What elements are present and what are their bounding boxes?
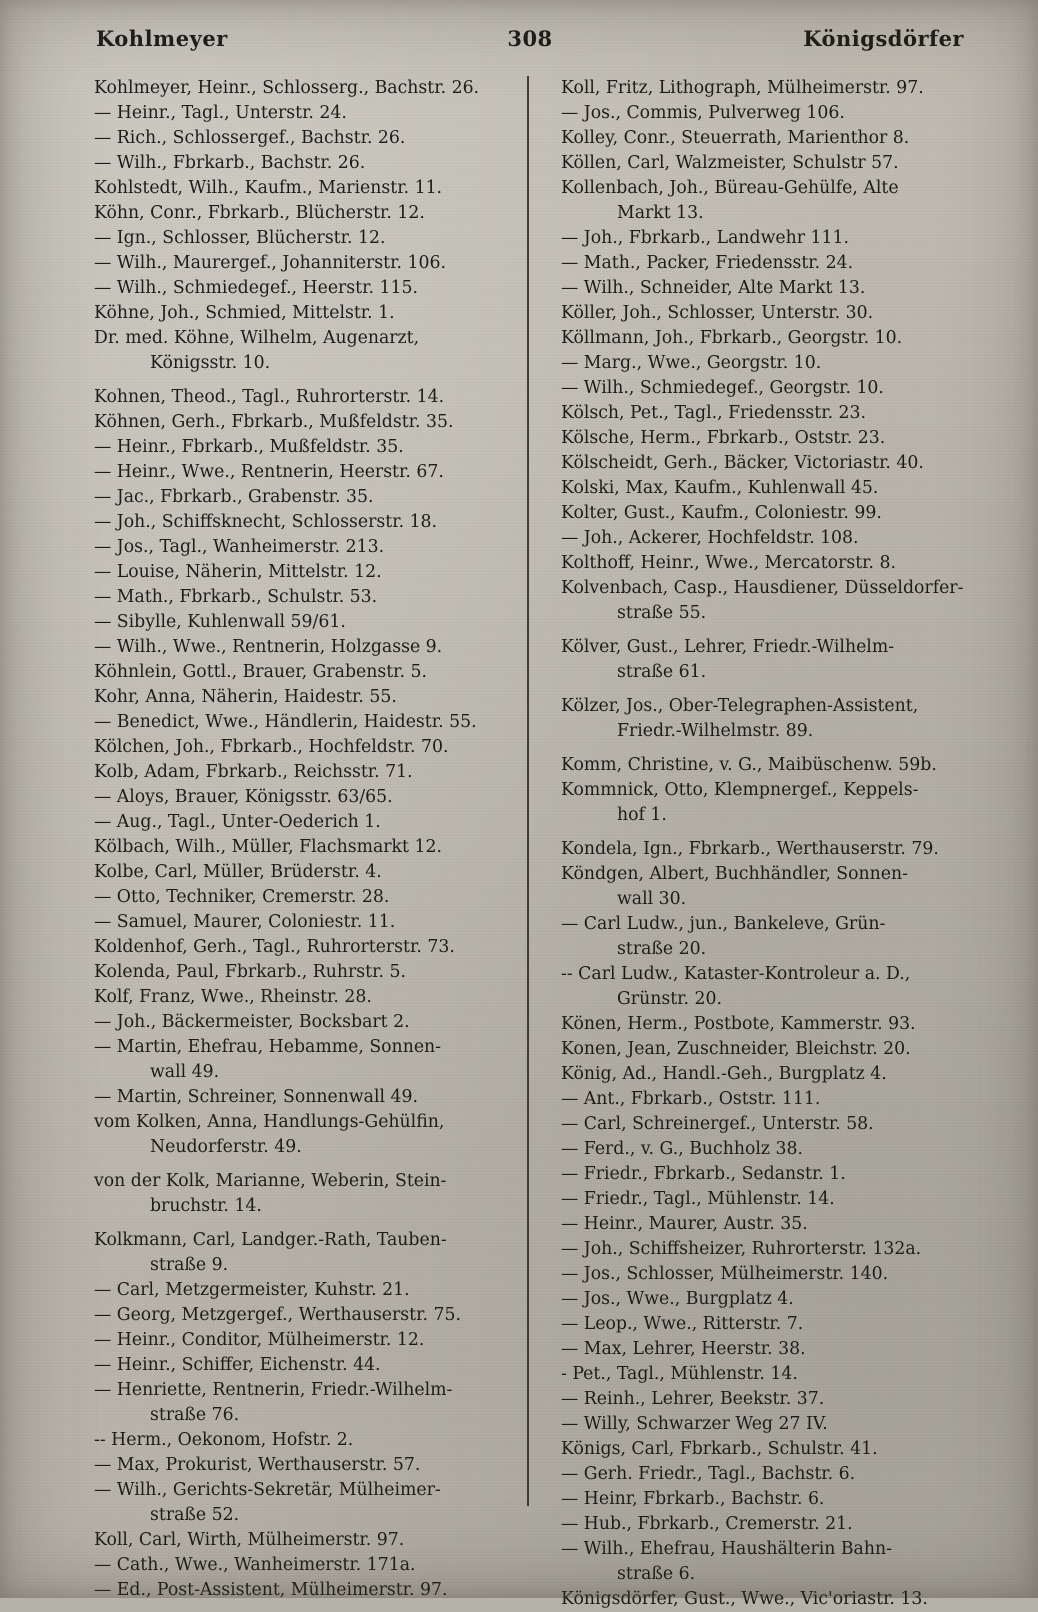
entry-line: — Jos., Tagl., Wanheimerstr. 213. [94,537,385,557]
directory-entry [94,226,507,251]
entry-line: — Marg., Wwe., Georgstr. 10. [561,353,822,373]
entry-line: — Heinr, Fbrkarb., Bachstr. 6. [561,1489,825,1509]
entry-continuation-line: Markt 13. [617,203,704,223]
directory-entry [94,560,507,585]
directory-entry [561,1262,974,1287]
directory-entry [561,1037,974,1062]
directory-entry [561,276,974,301]
entry-line: Kölsch, Pet., Tagl., Friedensstr. 23. [561,403,867,423]
directory-entry [561,1362,974,1387]
directory-entry [561,778,974,828]
directory-entry [561,635,974,685]
directory-entry [94,176,507,201]
entry-line: Koll, Fritz, Lithograph, Mülheimerstr. 97. [561,78,924,98]
directory-entry [94,685,507,710]
directory-entry [94,610,507,635]
directory-entry [561,1062,974,1087]
entry-line: -- Herm., Oekonom, Hofstr. 2. [94,1430,354,1450]
directory-entry [561,1187,974,1212]
directory-entry [561,1137,974,1162]
entry-line: Kohr, Anna, Näherin, Haidestr. 55. [94,687,397,707]
entry-line: — Math., Fbrkarb., Schulstr. 53. [94,587,378,607]
entry-continuation-line: hof 1. [617,805,667,825]
entry-line: Konen, Jean, Zuschneider, Bleichstr. 20. [561,1039,911,1059]
directory-entry [561,426,974,451]
entry-line: — Samuel, Maurer, Coloniestr. 11. [94,912,396,932]
directory-entry [561,551,974,576]
directory-entry [561,1412,974,1437]
directory-entry [561,1087,974,1112]
entry-line: Kolenda, Paul, Fbrkarb., Ruhrstr. 5. [94,962,406,982]
entry-line: Koldenhof, Gerh., Tagl., Ruhrorterstr. 73. [94,937,455,957]
directory-entry [561,76,974,101]
entry-line: -- Carl Ludw., Kataster-Kontroleur a. D., [561,964,911,984]
entry-line: — Gerh. Friedr., Tagl., Bachstr. 6. [561,1464,856,1484]
page-header [96,26,964,60]
entry-line: Köhnen, Gerh., Fbrkarb., Mußfeldstr. 35. [94,412,454,432]
directory-entry [94,276,507,301]
directory-entry [561,1287,974,1312]
entry-line: — Heinr., Fbrkarb., Mußfeldstr. 35. [94,437,404,457]
directory-entry [94,435,507,460]
entry-spacer [561,828,974,837]
directory-entry [561,1162,974,1187]
directory-entry [94,885,507,910]
directory-entry [561,962,974,1012]
entry-line: Kohlmeyer, Heinr., Schlosserg., Bachstr. 26. [94,78,480,98]
entry-continuation-line: bruchstr. 14. [150,1196,262,1216]
entry-line: — Friedr., Tagl., Mühlenstr. 14. [561,1189,835,1209]
directory-entry [94,785,507,810]
entry-spacer [94,1219,507,1228]
entry-line: — Willy, Schwarzer Weg 27 IV. [561,1414,828,1434]
directory-entry [561,694,974,744]
entry-line: — Aloys, Brauer, Königsstr. 63/65. [94,787,393,807]
directory-entry [561,1387,974,1412]
entry-line: Kolvenbach, Casp., Hausdiener, Düsseldorfer- [561,578,964,598]
entry-line: Köller, Joh., Schlosser, Unterstr. 30. [561,303,874,323]
directory-entry [94,510,507,535]
entry-line: Kohlstedt, Wilh., Kaufm., Marienstr. 11. [94,178,443,198]
directory-entry [561,351,974,376]
directory-entry [561,101,974,126]
entry-line: — Heinr., Maurer, Austr. 35. [561,1214,808,1234]
entry-spacer [561,626,974,635]
entry-line: — Hub., Fbrkarb., Cremerstr. 21. [561,1514,853,1534]
entry-line: Komm, Christine, v. G., Maibüschenw. 59b. [561,755,937,775]
directory-entry [94,301,507,326]
entry-line: — Wilh., Wwe., Rentnerin, Holzgasse 9. [94,637,443,657]
directory-entry [94,101,507,126]
entry-line: — Wilh., Ehefrau, Haushälterin Bahn- [561,1539,892,1559]
entry-continuation-line: Grünstr. 20. [617,989,722,1009]
entry-line: - Pet., Tagl., Mühlenstr. 14. [561,1364,798,1384]
directory-entry [94,1578,507,1603]
directory-entry [94,1378,507,1428]
entry-line: von der Kolk, Marianne, Weberin, Stein- [94,1171,447,1191]
directory-entry [561,837,974,862]
directory-entry [94,935,507,960]
entry-line: — Carl, Schreinergef., Unterstr. 58. [561,1114,874,1134]
directory-entry [94,485,507,510]
entry-line: Kölsche, Herm., Fbrkarb., Oststr. 23. [561,428,886,448]
directory-entry [561,451,974,476]
directory-entry [94,535,507,560]
directory-entry [94,1528,507,1553]
entry-line: — Joh., Bäckermeister, Bocksbart 2. [94,1012,410,1032]
directory-entry [94,410,507,435]
entry-line: Köllen, Carl, Walzmeister, Schulstr 57. [561,153,899,173]
entry-line: — Joh., Schiffsheizer, Ruhrorterstr. 132a. [561,1239,922,1259]
entry-line: — Wilh., Maurergef., Johanniterstr. 106. [94,253,446,273]
entry-line: Könen, Herm., Postbote, Kammerstr. 93. [561,1014,916,1034]
directory-entry [94,326,507,376]
entry-continuation-line: straße 6. [617,1564,696,1584]
directory-entry [94,1553,507,1578]
directory-entry [561,1237,974,1262]
directory-entry [94,835,507,860]
directory-entry [94,1010,507,1035]
entry-line: Kolthoff, Heinr., Wwe., Mercatorstr. 8. [561,553,896,573]
entry-line: — Jac., Fbrkarb., Grabenstr. 35. [94,487,374,507]
entry-line: — Heinr., Wwe., Rentnerin, Heerstr. 67. [94,462,444,482]
entry-line: Köhnlein, Gottl., Brauer, Grabenstr. 5. [94,662,428,682]
directory-entry [94,1110,507,1160]
directory-entry [94,910,507,935]
entry-continuation-line: straße 9. [150,1255,229,1275]
entry-line: — Carl, Metzgermeister, Kuhstr. 21. [94,1280,410,1300]
entry-continuation-line: wall 30. [617,889,687,909]
entry-continuation-line: Neudorferstr. 49. [150,1137,302,1157]
entry-continuation-line: straße 76. [150,1405,240,1425]
entry-line: Kölbach, Wilh., Müller, Flachsmarkt 12. [94,837,442,857]
entry-continuation-line: wall 49. [150,1062,220,1082]
column-right [533,76,974,1609]
entry-line: — Friedr., Fbrkarb., Sedanstr. 1. [561,1164,846,1184]
directory-entry [561,1112,974,1137]
entry-line: — Louise, Näherin, Mittelstr. 12. [94,562,382,582]
directory-entry [561,1487,974,1512]
directory-entry [561,1462,974,1487]
entry-line: — Leop., Wwe., Ritterstr. 7. [561,1314,804,1334]
directory-entry [94,1328,507,1353]
directory-entry [561,151,974,176]
directory-entry [94,1353,507,1378]
column-divider [527,76,529,1506]
entry-line: vom Kolken, Anna, Handlungs-Gehülfin, [94,1112,445,1132]
entry-line: — Henriette, Rentnerin, Friedr.-Wilhelm- [94,1380,453,1400]
directory-entry [94,1478,507,1528]
entry-continuation-line: straße 61. [617,662,707,682]
entry-continuation-line: Königsstr. 10. [150,353,271,373]
directory-entry [94,1303,507,1328]
directory-entry [94,76,507,101]
directory-entry [94,385,507,410]
page-number: 308 [507,26,553,51]
entry-line: — Jos., Wwe., Burgplatz 4. [561,1289,794,1309]
directory-entry [94,1278,507,1303]
entry-line: Kommnick, Otto, Klempnergef., Keppels- [561,780,919,800]
entry-line: — Wilh., Schneider, Alte Markt 13. [561,278,866,298]
directory-entry [94,660,507,685]
entry-line: — Sibylle, Kuhlenwall 59/61. [94,612,346,632]
entry-line: Koll, Carl, Wirth, Mülheimerstr. 97. [94,1530,405,1550]
directory-entry [561,1587,974,1612]
directory-entry [561,1337,974,1362]
entry-line: Königs, Carl, Fbrkarb., Schulstr. 41. [561,1439,878,1459]
entry-line: — Joh., Schiffsknecht, Schlosserstr. 18. [94,512,438,532]
directory-entry [94,760,507,785]
entry-line: — Aug., Tagl., Unter-Oederich 1. [94,812,381,832]
directory-entry [94,985,507,1010]
entry-line: — Ant., Fbrkarb., Oststr. 111. [561,1089,821,1109]
column-left [94,76,523,1600]
directory-entry [561,126,974,151]
entry-line: — Reinh., Lehrer, Beekstr. 37. [561,1389,825,1409]
entry-line: König, Ad., Handl.-Geh., Burgplatz 4. [561,1064,887,1084]
entry-spacer [94,1160,507,1169]
directory-entry [561,1437,974,1462]
entry-line: Kölzer, Jos., Ober-Telegraphen-Assistent, [561,696,919,716]
entry-line: Kolbe, Carl, Müller, Brüderstr. 4. [94,862,382,882]
entry-line: — Martin, Ehefrau, Hebamme, Sonnen- [94,1037,442,1057]
entry-continuation-line: straße 55. [617,603,707,623]
directory-entry [94,126,507,151]
entry-line: — Max, Prokurist, Werthauserstr. 57. [94,1455,421,1475]
directory-entry [561,501,974,526]
entry-line: — Carl Ludw., jun., Bankeleve, Grün- [561,914,886,934]
directory-entry [561,1537,974,1587]
entry-line: — Wilh., Schmiedegef., Georgstr. 10. [561,378,884,398]
entry-line: Dr. med. Köhne, Wilhelm, Augenarzt, [94,328,420,348]
directory-entry [94,710,507,735]
entry-line: — Cath., Wwe., Wanheimerstr. 171a. [94,1555,416,1575]
entry-line: Kolski, Max, Kaufm., Kuhlenwall 45. [561,478,879,498]
entry-line: Königsdörfer, Gust., Wwe., Vic'oriastr. 13. [561,1589,928,1609]
entry-line: — Rich., Schlossergef., Bachstr. 26. [94,128,406,148]
directory-entry [561,912,974,962]
text-columns [94,76,974,1609]
directory-entry [94,1228,507,1278]
directory-entry [561,251,974,276]
directory-entry [561,376,974,401]
directory-entry [94,1035,507,1085]
directory-entry [94,1428,507,1453]
directory-entry [561,326,974,351]
entry-continuation-line: straße 52. [150,1505,240,1525]
directory-entry [561,1212,974,1237]
directory-entry [94,1453,507,1478]
entry-line: — Wilh., Schmiedegef., Heerstr. 115. [94,278,418,298]
entry-line: — Otto, Techniker, Cremerstr. 28. [94,887,390,907]
directory-entry [561,526,974,551]
entry-line: — Benedict, Wwe., Händlerin, Haidestr. 55. [94,712,477,732]
directory-entry [561,476,974,501]
entry-line: — Martin, Schreiner, Sonnenwall 49. [94,1087,418,1107]
directory-entry [561,1012,974,1037]
entry-line: Kolkmann, Carl, Landger.-Rath, Tauben- [94,1230,447,1250]
directory-entry [94,460,507,485]
entry-line: Köhn, Conr., Fbrkarb., Blücherstr. 12. [94,203,425,223]
entry-line: — Joh., Fbrkarb., Landwehr 111. [561,228,849,248]
entry-line: — Jos., Schlosser, Mülheimerstr. 140. [561,1264,889,1284]
directory-entry [94,151,507,176]
directory-entry [94,735,507,760]
running-head-right: Königsdörfer [803,26,964,51]
entry-line: — Wilh., Fbrkarb., Bachstr. 26. [94,153,366,173]
entry-line: — Wilh., Gerichts-Sekretär, Mülheimer- [94,1480,441,1500]
entry-line: — Ferd., v. G., Buchholz 38. [561,1139,803,1159]
entry-line: Kölscheidt, Gerh., Bäcker, Victoriastr. 40. [561,453,924,473]
entry-line: Köhne, Joh., Schmied, Mittelstr. 1. [94,303,395,323]
entry-line: Kolley, Conr., Steuerrath, Marienthor 8. [561,128,910,148]
directory-entry [94,635,507,660]
entry-line: Kölver, Gust., Lehrer, Friedr.-Wilhelm- [561,637,895,657]
entry-line: Kondela, Ign., Fbrkarb., Werthauserstr. 79. [561,839,939,859]
entry-line: — Ed., Post-Assistent, Mülheimerstr. 97. [94,1580,448,1600]
entry-spacer [561,744,974,753]
directory-entry [94,1169,507,1219]
entry-line: Köllmann, Joh., Fbrkarb., Georgstr. 10. [561,328,903,348]
entry-spacer [94,376,507,385]
entry-line: Kölchen, Joh., Fbrkarb., Hochfeldstr. 70. [94,737,449,757]
entry-line: Köndgen, Albert, Buchhändler, Sonnen- [561,864,908,884]
directory-entry [561,226,974,251]
entry-line: — Heinr., Schiffer, Eichenstr. 44. [94,1355,381,1375]
entry-continuation-line: straße 20. [617,939,707,959]
directory-entry [94,1085,507,1110]
directory-entry [561,1312,974,1337]
directory-entry [561,176,974,226]
directory-entry [561,401,974,426]
directory-entry [94,860,507,885]
directory-entry [94,251,507,276]
directory-entry [561,753,974,778]
entry-continuation-line: Friedr.-Wilhelmstr. 89. [617,721,814,741]
entry-line: Kollenbach, Joh., Büreau-Gehülfe, Alte [561,178,899,198]
running-head-left: Kohlmeyer [96,26,228,51]
entry-line: — Ign., Schlosser, Blücherstr. 12. [94,228,386,248]
directory-entry [94,960,507,985]
entry-line: Kolf, Franz, Wwe., Rheinstr. 28. [94,987,372,1007]
entry-line: — Joh., Ackerer, Hochfeldstr. 108. [561,528,859,548]
directory-entry [94,810,507,835]
entry-line: — Heinr., Conditor, Mülheimerstr. 12. [94,1330,425,1350]
entry-spacer [561,685,974,694]
directory-entry [561,576,974,626]
entry-line: — Math., Packer, Friedensstr. 24. [561,253,854,273]
entry-line: — Jos., Commis, Pulverweg 106. [561,103,845,123]
directory-entry [561,1512,974,1537]
entry-line: Kohnen, Theod., Tagl., Ruhrorterstr. 14. [94,387,445,407]
directory-entry [94,201,507,226]
directory-entry [94,585,507,610]
entry-line: — Heinr., Tagl., Unterstr. 24. [94,103,347,123]
directory-entry [561,301,974,326]
entry-line: Kolb, Adam, Fbrkarb., Reichsstr. 71. [94,762,413,782]
entry-line: — Max, Lehrer, Heerstr. 38. [561,1339,806,1359]
entry-line: Kolter, Gust., Kaufm., Coloniestr. 99. [561,503,882,523]
entry-line: — Georg, Metzgergef., Werthauserstr. 75. [94,1305,461,1325]
directory-entry [561,862,974,912]
